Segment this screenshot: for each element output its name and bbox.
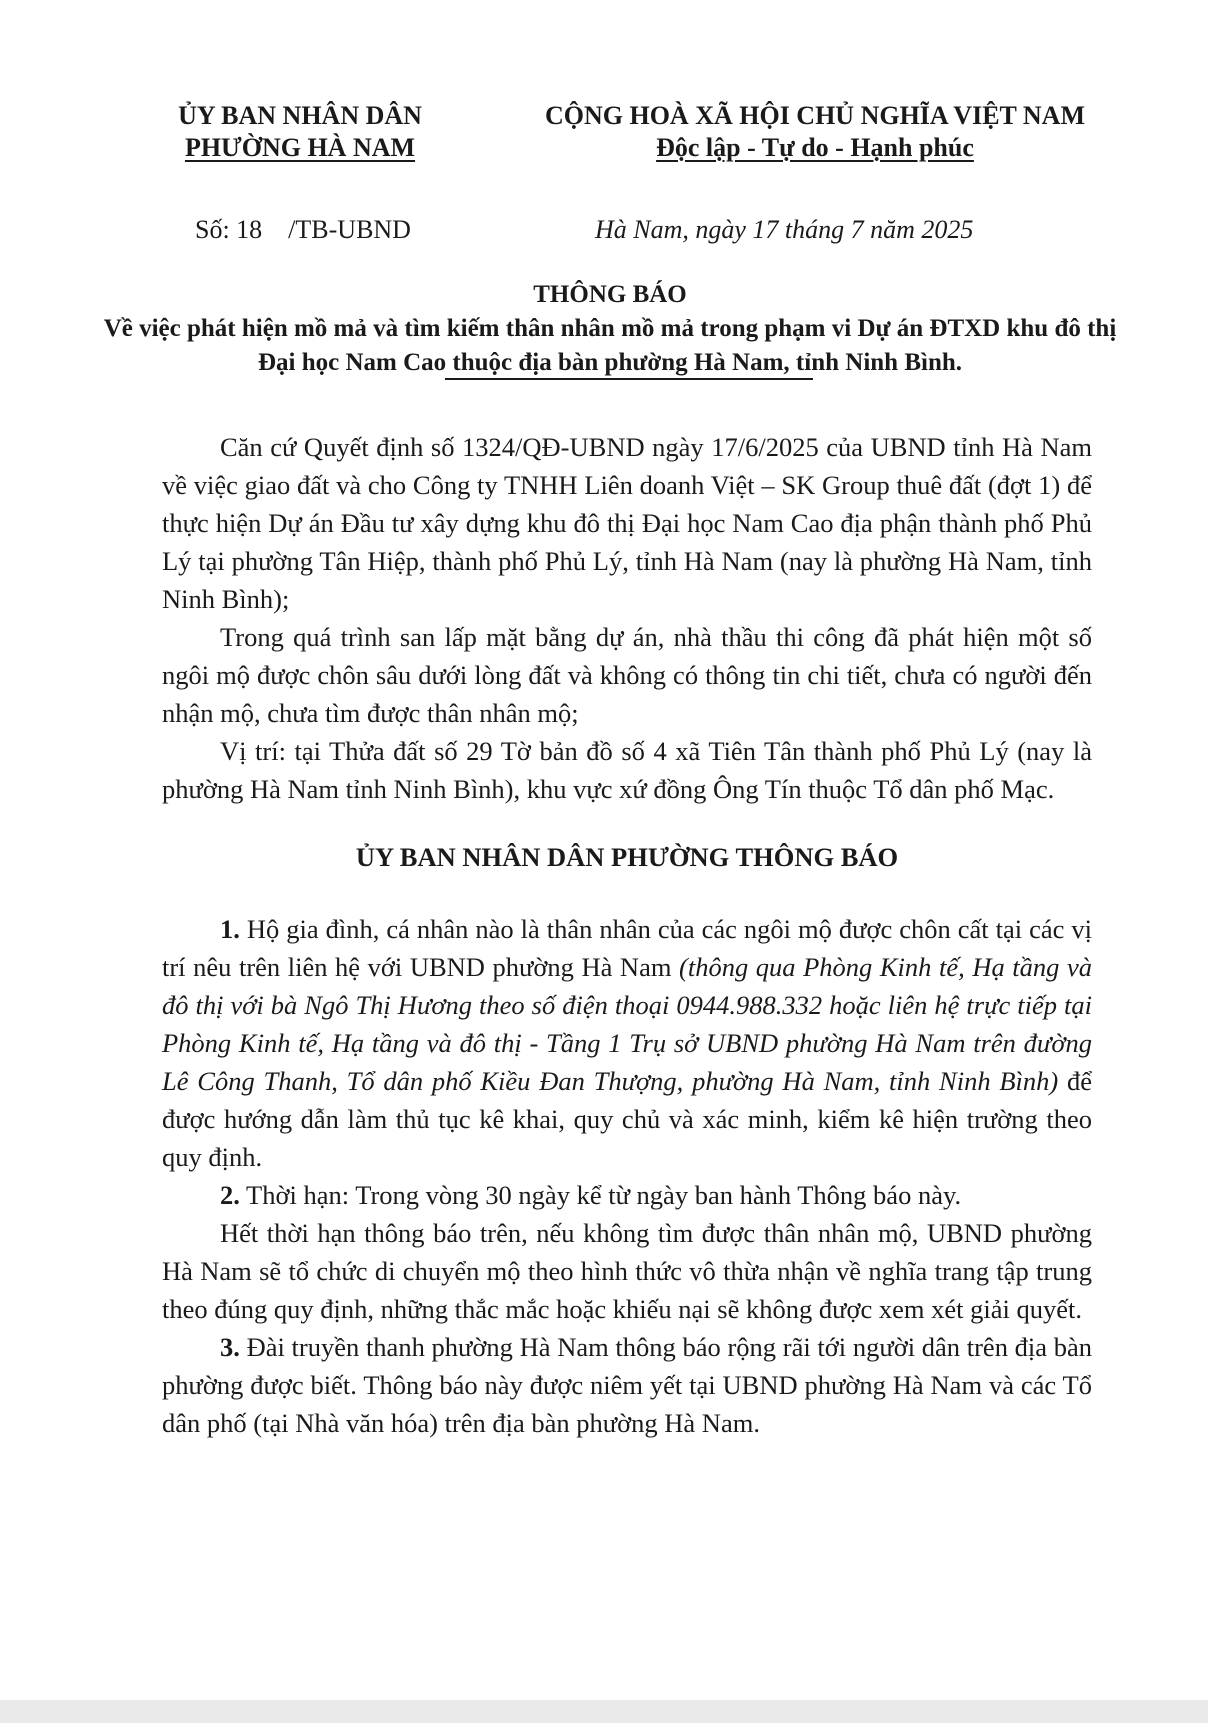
document-date: Hà Nam, ngày 17 tháng 7 năm 2025 (595, 215, 974, 244)
paragraph-basis: Căn cứ Quyết định số 1324/QĐ-UBND ngày 17/6/2025 của UBND tỉnh Hà Nam về việc giao đất và cho Công ty TNHH Liên doanh Việt – SK Group thuê đất (đợt 1) để thực hiện Dự án Đầu tư xây dựng khu đô thị Đại học Nam Cao địa phận thành phố Phủ Lý tại phường Tân Hiệp, thành phố Phủ Lý, tỉnh Hà Nam (nay là phường Hà Nam, tỉnh Ninh Bình); (162, 432, 1092, 614)
page-bottom-edge (0, 1700, 1208, 1723)
item-2-number: 2. (220, 1180, 240, 1210)
title-underline (445, 378, 813, 380)
item-1-number: 1. (220, 914, 240, 944)
item-3-number: 3. (220, 1332, 240, 1362)
item-1-contact: (thông qua Phòng Kinh tế, Hạ tầng và đô thị với bà Ngô Thị Hương theo số điện thoại 0944.988.332 hoặc liên hệ trực tiếp tại Phòng Kinh tế, Hạ tầng và đô thị - Tầng 1 Trụ sở UBND phường Hà Nam trên đường Lê Công Thanh, Tổ dân phố Kiều Đan Thượng, phường Hà Nam, tỉnh Ninh Bình) (162, 952, 1092, 1096)
issuer-block (150, 100, 450, 164)
national-motto-block (510, 100, 1120, 164)
page-subtitle: Về việc phát hiện mồ mả và tìm kiếm thân nhân mồ mả trong phạm vi Dự án ĐTXD khu đô thị Đại học Nam Cao thuộc địa bàn phường Hà Nam, tỉnh Ninh Bình. (103, 315, 1117, 376)
country-name: CỘNG HOÀ XÃ HỘI CHỦ NGHĨA VIỆT NAM (544, 101, 1086, 130)
paragraph-context: Trong quá trình san lấp mặt bằng dự án, nhà thầu thi công đã phát hiện một số ngôi mộ được chôn sâu dưới lòng đất và không có thông tin chi tiết, chưa có người đến nhận mộ, chưa tìm được thân nhân mộ; (162, 622, 1092, 728)
section-heading: ỦY BAN NHÂN DÂN PHƯỜNG THÔNG BÁO (355, 842, 899, 872)
item-1-text-a: Hộ gia đình, cá nhân nào là thân nhân của các ngôi mộ được chôn cất tại các vị trí nêu trên liên hệ với UBND phường Hà Nam (162, 914, 1092, 982)
item-2-text: Thời hạn: Trong vòng 30 ngày kể từ ngày ban hành Thông báo này. (239, 1180, 962, 1210)
issuer-line1: ỦY BAN NHÂN DÂN (178, 101, 422, 130)
paragraph-location: Vị trí: tại Thửa đất số 29 Tờ bản đồ số 4 xã Tiên Tân thành phố Phủ Lý (nay là phường Hà Nam tỉnh Ninh Bình), khu vực xứ đồng Ông Tín thuộc Tổ dân phố Mạc. (162, 736, 1092, 804)
motto-text: Độc lập - Tự do - Hạnh phúc (656, 133, 974, 162)
title-block (90, 278, 1130, 380)
item-3 (162, 1328, 1092, 1442)
item-3-text: Đài truyền thanh phường Hà Nam thông báo rộng rãi tới người dân trên địa bàn phường được biết. Thông báo này được niêm yết tại UBND phường Hà Nam và các Tổ dân phố (tại Nhà văn hóa) trên địa bàn phường Hà Nam. (162, 1332, 1092, 1438)
issuer-line2: PHƯỜNG HÀ NAM (184, 133, 416, 162)
item-1 (162, 910, 1092, 1176)
paragraph-deadline-consequence: Hết thời hạn thông báo trên, nếu không tìm được thân nhân mộ, UBND phường Hà Nam sẽ tổ chức di chuyển mộ theo hình thức vô thừa nhận về nghĩa trang tập trung theo đúng quy định, những thắc mắc hoặc khiếu nại sẽ không được xem xét giải quyết. (162, 1218, 1092, 1324)
item-2 (162, 1176, 1092, 1214)
page-title: THÔNG BÁO (533, 281, 687, 308)
item-1-text-b: để được hướng dẫn làm thủ tục kê khai, quy chủ và xác minh, kiểm kê hiện trường theo quy định. (162, 1066, 1092, 1172)
document-number: Số: 18 /TB-UBND (195, 215, 411, 244)
motto (510, 132, 1120, 164)
document-body (162, 428, 1092, 1442)
